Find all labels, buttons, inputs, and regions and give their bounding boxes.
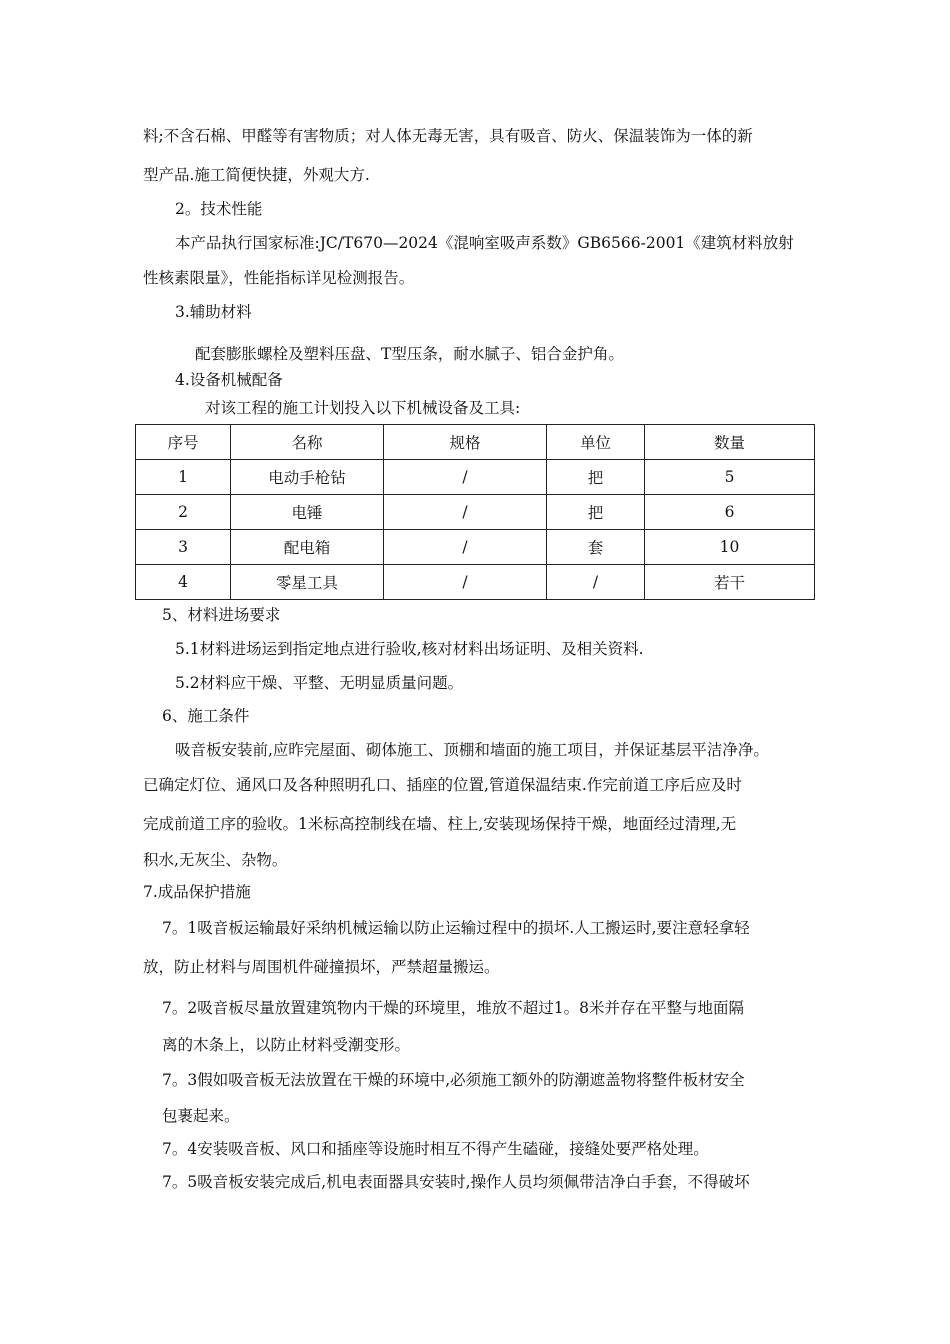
paragraph-line: 离的木条上，以防止材料受潮变形。: [162, 1036, 411, 1054]
paragraph-line: 7。5吸音板安装完成后,机电表面器具安装时,操作人员均须佩带洁净白手套，不得破坏: [162, 1173, 750, 1191]
paragraph-line: 7。4安装吸音板、风口和插座等设施时相互不得产生磕碰，接缝处要严格处理。: [162, 1140, 709, 1158]
paragraph-line: 性核素限量》，性能指标详见检测报告。: [143, 269, 415, 287]
table-header-cell: 规格: [384, 425, 547, 460]
table-row: [136, 530, 815, 565]
table-cell: 若干: [645, 565, 815, 600]
table-cell: 5: [645, 460, 815, 495]
table-row: [136, 460, 815, 495]
table-header-cell: 序号: [136, 425, 231, 460]
table-row: [136, 565, 815, 600]
table-cell: 3: [136, 530, 231, 565]
table-cell: /: [384, 565, 547, 600]
paragraph-line: 料;不含石棉、甲醛等有害物质；对人体无毒无害，具有吸音、防火、保温装饰为一体的新: [143, 127, 753, 145]
table-cell: 套: [547, 530, 645, 565]
table-header-row: [136, 425, 815, 460]
section-heading: 4.设备机械配备: [175, 371, 283, 389]
table-cell: /: [384, 530, 547, 565]
paragraph-line: 完成前道工序的验收。1米标高控制线在墙、柱上,安装现场保持干燥，地面经过清理,无: [143, 815, 737, 833]
section-heading: 6、施工条件: [162, 707, 250, 725]
table-cell: 1: [136, 460, 231, 495]
table-cell: /: [384, 495, 547, 530]
table-row: [136, 495, 815, 530]
paragraph-line: 型产品.施工简便快捷，外观大方.: [143, 166, 370, 184]
paragraph-line: 对该工程的施工计划投入以下机械设备及工具:: [205, 399, 521, 417]
paragraph-line: 已确定灯位、通风口及各种照明孔口、插座的位置,管道保温结束.作完前道工序后应及时: [143, 776, 742, 794]
paragraph-line: 5.2材料应干燥、平整、无明显质量问题。: [175, 674, 464, 692]
table-cell: 电锤: [231, 495, 384, 530]
paragraph-line: 积水,无灰尘、杂物。: [143, 851, 288, 869]
section-heading: 5、材料进场要求: [162, 606, 281, 624]
paragraph-line: 包裹起来。: [162, 1107, 240, 1125]
paragraph-line: 5.1材料进场运到指定地点进行验收,核对材料出场证明、及相关资料.: [175, 640, 644, 658]
table-cell: 把: [547, 460, 645, 495]
table-cell: 零星工具: [231, 565, 384, 600]
table-cell: 4: [136, 565, 231, 600]
table-cell: 电动手枪钻: [231, 460, 384, 495]
paragraph-line: 放，防止材料与周围机件碰撞损坏，严禁超量搬运。: [143, 958, 500, 976]
table-cell: /: [384, 460, 547, 495]
section-heading: 3.辅助材料: [175, 303, 252, 321]
paragraph-line: 7。3假如吸音板无法放置在干燥的环境中,必须施工额外的防潮遮盖物将整件板材安全: [162, 1071, 745, 1089]
table-cell: /: [547, 565, 645, 600]
paragraph-line: 配套膨胀螺栓及塑料压盘、T型压条，耐水腻子、铝合金护角。: [195, 345, 624, 363]
table-cell: 10: [645, 530, 815, 565]
section-heading: 7.成品保护措施: [143, 883, 251, 901]
table-header-cell: 数量: [645, 425, 815, 460]
table-cell: 配电箱: [231, 530, 384, 565]
table-cell: 2: [136, 495, 231, 530]
paragraph-line: 吸音板安装前,应昨完屋面、砌体施工、顶棚和墙面的施工项目，并保证基层平洁净净。: [175, 741, 769, 759]
section-heading: 2。技术性能: [175, 200, 263, 218]
table-header-cell: 名称: [231, 425, 384, 460]
paragraph-line: 7。2吸音板尽量放置建筑物内干燥的环境里，堆放不超过1。8米并存在平整与地面隔: [162, 999, 744, 1017]
table-header-cell: 单位: [547, 425, 645, 460]
table-cell: 把: [547, 495, 645, 530]
paragraph-line: 本产品执行国家标准:JC/T670—2024《混响室吸声系数》GB6566-2001《建筑材料放射: [175, 234, 794, 252]
table-cell: 6: [645, 495, 815, 530]
paragraph-line: 7。1吸音板运输最好采纳机械运输以防止运输过程中的损坏.人工搬运时,要注意轻拿轻: [162, 919, 750, 937]
equipment-table: [135, 424, 815, 600]
